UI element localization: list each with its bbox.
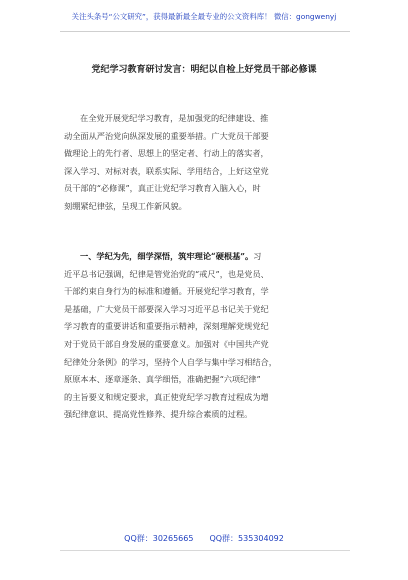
paragraph-line: 做理论上的先行者、思想上的坚定者、行动上的落实者， — [64, 148, 269, 159]
paragraph-line: 刻绷紧纪律弦，呈现工作新风貌。 — [64, 200, 187, 211]
paragraph-intro — [64, 110, 346, 216]
header-banner: 关注头条号“公文研究”，获得最新最全最专业的公文资料库！ 微信：gongwenyj — [71, 12, 337, 21]
paragraph-line: 原原本本、逐章逐条、真学细悟，准确把握“六项纪律” — [64, 374, 261, 385]
paragraph-line: 纪律处分条例》的学习，坚持个人自学与集中学习相结合， — [64, 356, 277, 367]
section-heading-tail: 习 — [253, 251, 262, 261]
paragraph-line: 是基础，广大党员干部要深入学习习近平总书记关于党纪 — [64, 303, 269, 314]
header-divider — [60, 31, 350, 32]
document-title: 党纪学习教育研讨发言：明纪以自检上好党员干部必修课 — [91, 65, 317, 75]
footer-contact: QQ群：30265665 QQ群：535304092 — [124, 534, 284, 543]
paragraph-line: 动全面从严治党向纵深发展的重要举措。广大党员干部要 — [64, 130, 269, 141]
paragraph-section-one — [64, 248, 346, 424]
paragraph-line: 强纪律意识、提高党性修养、提升综合素质的过程。 — [64, 409, 253, 420]
paragraph-line: 学习教育的重要讲话和重要指示精神，深刻理解党规党纪 — [64, 321, 269, 332]
paragraph-line: 员干部的“必修课”，真正让党纪学习教育入脑入心，时 — [64, 183, 261, 194]
paragraph-line: 在全党开展党纪学习教育，是加强党的纪律建设、推 — [80, 113, 269, 123]
section-heading: 一、学纪为先，细学深悟，筑牢理论“硬根基”。 — [80, 251, 254, 261]
paragraph-line: 近平总书记强调，纪律是管党治党的“戒尺”，也是党员、 — [64, 268, 269, 279]
paragraph-line: 深入学习、对标对表，联系实际、学用结合，上好这堂党 — [64, 165, 269, 176]
footer-divider — [60, 550, 350, 551]
paragraph-line: 对于党员干部自身发展的重要意义。加强对《中国共产党 — [64, 338, 269, 349]
section-heading-line — [64, 248, 346, 266]
paragraph-line: 的主旨要义和规定要求，真正使党纪学习教育过程成为增 — [64, 391, 269, 402]
paragraph-line: 干部约束自身行为的标准和遵循。开展党纪学习教育，学 — [64, 286, 269, 297]
